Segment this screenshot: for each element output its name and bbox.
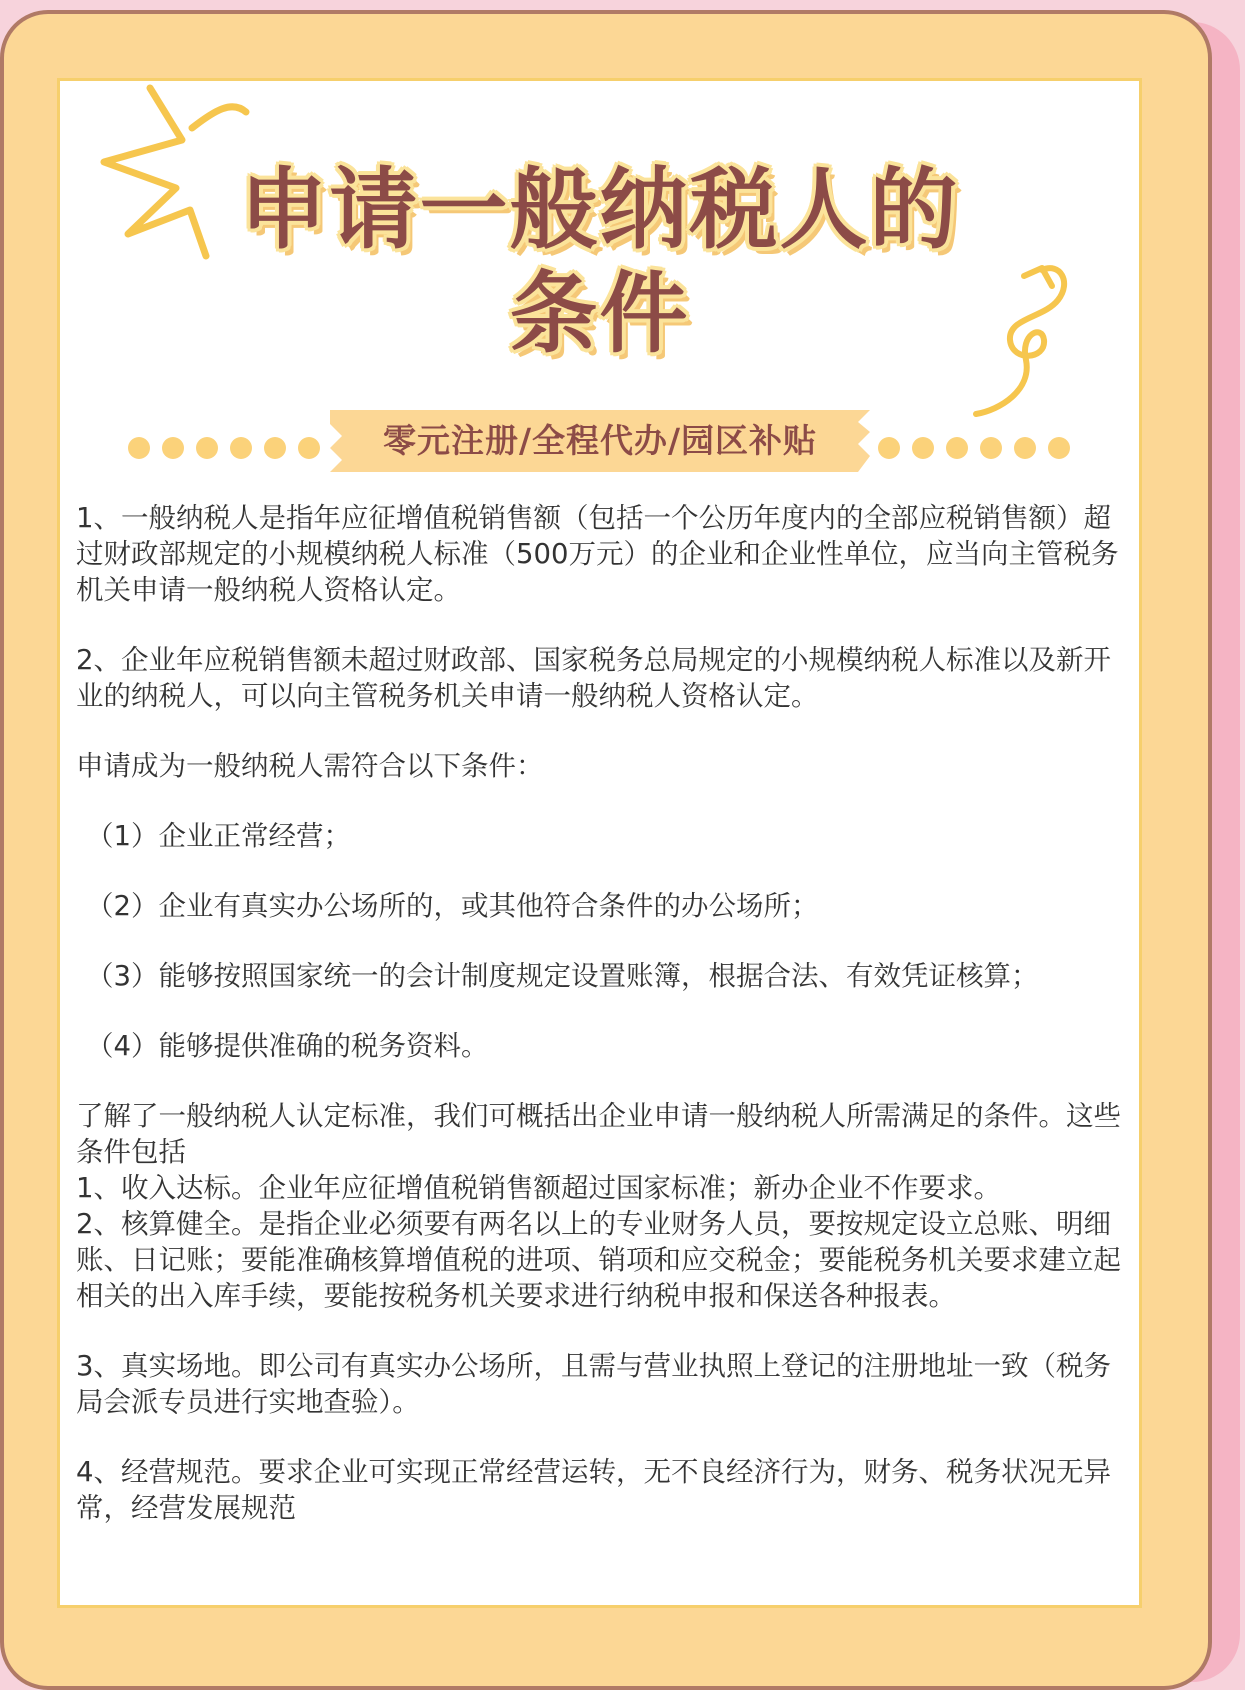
requirement-accounting: 2、核算健全。是指企业必须要有两名以上的专业财务人员，要按规定设立总账、明细账、日记账；要能准确核算增值税的进项、销项和应交税金；要能税务机关要求建立起相关的出入库手续，要能按税务机关要求进行纳税申报和保送各种报表。 <box>76 1208 1121 1312</box>
article-body <box>76 500 1134 1526</box>
paragraph-general-taxpayer-definition: 1、一般纳税人是指年应征增值税销售额（包括一个公历年度内的全部应税销售额）超过财政部规定的小规模纳税人标准（500万元）的企业和企业性单位，应当向主管税务机关申请一般纳税人资格认定。 <box>76 502 1119 606</box>
dot <box>298 437 320 459</box>
dot <box>196 437 218 459</box>
ribbon-tagline: 零元注册/全程代办/园区补贴 <box>382 421 818 460</box>
dot <box>230 437 252 459</box>
dot <box>128 437 150 459</box>
dot <box>878 437 900 459</box>
dot <box>1014 437 1036 459</box>
condition-item-4: （4）能够提供准确的税务资料。 <box>86 1030 489 1062</box>
paragraph-summary-intro: 了解了一般纳税人认定标准，我们可概括出企业申请一般纳税人所需满足的条件。这些条件包括 <box>76 1100 1121 1168</box>
dot <box>162 437 184 459</box>
requirement-income: 1、收入达标。企业年应征增值税销售额超过国家标准；新办企业不作要求。 <box>76 1172 1001 1204</box>
dot-row-left <box>128 437 320 459</box>
condition-item-3: （3）能够按照国家统一的会计制度规定设置账簿，根据合法、有效凭证核算； <box>86 960 1039 992</box>
page-title-line-1: 申请一般纳税人的 <box>239 158 960 261</box>
requirement-standard-operation: 4、经营规范。要求企业可实现正常经营运转，无不良经济行为，财务、税务状况无异常，经营发展规范 <box>76 1456 1111 1524</box>
condition-item-2: （2）企业有真实办公场所的，或其他符合条件的办公场所； <box>86 890 819 922</box>
paragraph-conditions-intro: 申请成为一般纳税人需符合以下条件： <box>76 750 544 782</box>
dot <box>1048 437 1070 459</box>
condition-item-1: （1）企业正常经营； <box>86 820 351 852</box>
dot <box>980 437 1002 459</box>
dot <box>264 437 286 459</box>
wave-doodle-icon <box>192 107 246 128</box>
dot-row-right <box>878 437 1070 459</box>
paragraph-small-scale-application: 2、企业年应税销售额未超过财政部、国家税务总局规定的小规模纳税人标准以及新开业的纳税人，可以向主管税务机关申请一般纳税人资格认定。 <box>76 644 1111 712</box>
page-title-line-2: 条件 <box>509 262 690 365</box>
dot <box>912 437 934 459</box>
dot <box>946 437 968 459</box>
requirement-real-premises: 3、真实场地。即公司有真实办公场所，且需与营业执照上登记的注册地址一致（税务局会派专员进行实地查验）。 <box>76 1350 1111 1418</box>
